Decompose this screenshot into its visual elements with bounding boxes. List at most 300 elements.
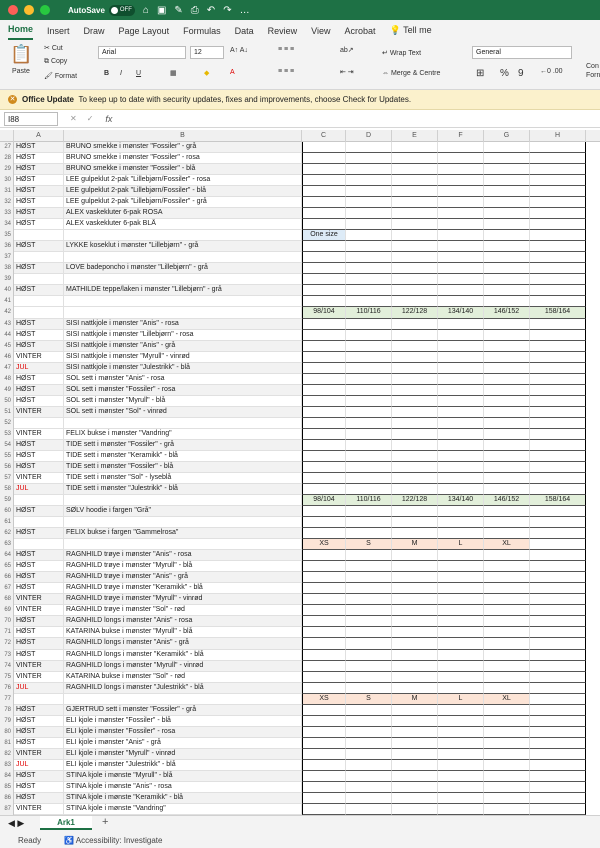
tab-acrobat[interactable]: Acrobat <box>344 26 376 36</box>
season-cell[interactable]: VINTER <box>14 407 64 418</box>
size-cell[interactable] <box>484 484 530 495</box>
size-cell[interactable] <box>392 363 438 374</box>
size-cell[interactable] <box>346 616 392 627</box>
size-cell[interactable] <box>530 208 586 219</box>
format-painter-button[interactable] <box>44 72 77 80</box>
size-cell[interactable] <box>392 683 438 694</box>
size-cell[interactable] <box>302 506 346 517</box>
size-cell[interactable] <box>346 341 392 352</box>
season-cell[interactable] <box>14 418 64 429</box>
size-cell[interactable] <box>302 528 346 539</box>
size-cell[interactable] <box>438 252 484 263</box>
number-format-select[interactable]: General <box>472 46 572 59</box>
product-cell[interactable]: GJERTRUD sett i mønster "Fossiler" - grå <box>64 705 302 716</box>
season-cell[interactable]: HØST <box>14 175 64 186</box>
size-cell[interactable] <box>530 241 586 252</box>
season-cell[interactable]: VINTER <box>14 429 64 440</box>
size-cell[interactable] <box>346 506 392 517</box>
season-cell[interactable]: HØST <box>14 164 64 175</box>
size-cell[interactable] <box>438 727 484 738</box>
product-cell[interactable]: TIDE sett i mønster "Fossiler" - grå <box>64 440 302 451</box>
size-cell[interactable] <box>302 484 346 495</box>
size-cell[interactable] <box>484 341 530 352</box>
size-cell[interactable] <box>438 749 484 760</box>
size-cell[interactable] <box>530 451 586 462</box>
row-header[interactable]: 70 <box>0 616 14 627</box>
italic-button[interactable]: I <box>120 70 122 77</box>
row-header[interactable]: 75 <box>0 672 14 683</box>
size-cell[interactable] <box>530 153 586 164</box>
size-cell[interactable] <box>302 451 346 462</box>
size-cell[interactable] <box>530 407 586 418</box>
season-cell[interactable]: HØST <box>14 638 64 649</box>
size-cell[interactable] <box>392 793 438 804</box>
size-cell[interactable] <box>438 672 484 683</box>
size-cell[interactable] <box>530 749 586 760</box>
row-header[interactable]: 85 <box>0 782 14 793</box>
size-cell[interactable] <box>392 484 438 495</box>
cut-button[interactable] <box>44 44 63 52</box>
size-cell[interactable] <box>484 594 530 605</box>
size-cell[interactable] <box>346 330 392 341</box>
size-cell[interactable] <box>346 572 392 583</box>
size-cell[interactable] <box>438 738 484 749</box>
size-cell[interactable] <box>302 407 346 418</box>
size-cell[interactable] <box>484 661 530 672</box>
size-cell[interactable] <box>530 197 586 208</box>
season-cell[interactable]: JUL <box>14 363 64 374</box>
undo-icon[interactable]: ↶ <box>206 4 216 16</box>
indent-icon[interactable]: ⇤ ⇥ <box>340 69 354 76</box>
size-cell[interactable] <box>438 594 484 605</box>
size-cell[interactable] <box>438 650 484 661</box>
size-cell[interactable] <box>346 749 392 760</box>
size-cell[interactable] <box>484 451 530 462</box>
product-cell[interactable]: FELIX bukse i mønster "Vandring" <box>64 429 302 440</box>
size-cell[interactable] <box>530 627 586 638</box>
size-cell[interactable] <box>484 650 530 661</box>
season-cell[interactable]: VINTER <box>14 605 64 616</box>
size-cell[interactable] <box>438 153 484 164</box>
size-cell[interactable] <box>484 208 530 219</box>
product-cell[interactable]: STINA kjole i mønste "Anis" - rosa <box>64 782 302 793</box>
size-cell[interactable] <box>484 705 530 716</box>
size-cell[interactable] <box>302 661 346 672</box>
row-header[interactable]: 32 <box>0 197 14 208</box>
row-header[interactable]: 42 <box>0 307 14 318</box>
size-cell[interactable] <box>346 197 392 208</box>
size-cell[interactable] <box>484 418 530 429</box>
size-cell[interactable] <box>484 330 530 341</box>
size-cell[interactable] <box>302 738 346 749</box>
size-cell[interactable] <box>302 616 346 627</box>
size-cell[interactable] <box>392 506 438 517</box>
size-cell[interactable] <box>530 572 586 583</box>
product-cell[interactable]: SISI nattkjole i mønster "Julestrikk" - blå <box>64 363 302 374</box>
sheet-grid[interactable] <box>0 142 600 815</box>
edit-icon[interactable]: ✎ <box>174 4 183 16</box>
product-cell[interactable]: SØLV hoodie i fargen "Grå" <box>64 506 302 517</box>
season-cell[interactable]: HØST <box>14 793 64 804</box>
product-cell[interactable]: RAGNHILD longs i mønster "Julestrikk" - blå <box>64 683 302 694</box>
season-cell[interactable] <box>14 307 64 318</box>
nav-arrows-icon[interactable]: ◀ ▶ <box>8 818 25 828</box>
row-header[interactable]: 60 <box>0 506 14 517</box>
size-cell[interactable] <box>302 363 346 374</box>
size-cell[interactable] <box>484 142 530 153</box>
size-cell[interactable] <box>346 374 392 385</box>
size-cell[interactable] <box>484 782 530 793</box>
size-cell[interactable] <box>438 627 484 638</box>
cancel-icon[interactable]: ✕ <box>70 114 77 123</box>
product-cell[interactable]: RAGNHILD trøye i mønster "Myrull" - vinrød <box>64 594 302 605</box>
font-grow-icon[interactable]: A↑ A↓ <box>230 47 248 54</box>
season-cell[interactable]: HØST <box>14 263 64 274</box>
row-header[interactable]: 43 <box>0 319 14 330</box>
size-cell[interactable] <box>392 462 438 473</box>
size-cell[interactable] <box>302 672 346 683</box>
size-cell[interactable] <box>438 440 484 451</box>
row-header[interactable]: 44 <box>0 330 14 341</box>
borders-icon[interactable]: ▦ <box>170 70 177 77</box>
size-cell[interactable] <box>346 241 392 252</box>
row-header[interactable]: 86 <box>0 793 14 804</box>
size-cell[interactable] <box>438 197 484 208</box>
size-cell[interactable] <box>302 241 346 252</box>
size-cell[interactable] <box>484 263 530 274</box>
size-cell[interactable] <box>484 296 530 307</box>
size-cell[interactable] <box>346 451 392 462</box>
size-cell[interactable] <box>392 517 438 528</box>
size-cell[interactable] <box>484 760 530 771</box>
product-cell[interactable]: BRUNO smekke i mønster "Fossiler" - blå <box>64 164 302 175</box>
product-cell[interactable]: TIDE sett i mønster "Sol" - lyseblå <box>64 473 302 484</box>
sheet-tab-ark1[interactable]: Ark1 <box>40 816 92 830</box>
size-cell[interactable] <box>484 252 530 263</box>
size-cell[interactable] <box>346 175 392 186</box>
size-cell[interactable] <box>484 440 530 451</box>
product-cell[interactable]: RAGNHILD trøye i mønster "Anis" - rosa <box>64 550 302 561</box>
product-cell[interactable]: BRUNO smekke i mønster "Fossiler" - grå <box>64 142 302 153</box>
size-cell[interactable] <box>438 208 484 219</box>
season-cell[interactable]: HØST <box>14 451 64 462</box>
size-cell[interactable] <box>346 550 392 561</box>
product-cell[interactable]: RAGNHILD trøye i mønster "Myrull" - blå <box>64 561 302 572</box>
size-cell[interactable] <box>302 683 346 694</box>
size-cell[interactable] <box>438 396 484 407</box>
season-cell[interactable] <box>14 252 64 263</box>
season-cell[interactable]: HØST <box>14 650 64 661</box>
size-cell[interactable] <box>530 506 586 517</box>
size-cell[interactable] <box>346 484 392 495</box>
season-cell[interactable]: HØST <box>14 583 64 594</box>
product-cell[interactable]: ELI kjole i mønster "Julestrikk" - blå <box>64 760 302 771</box>
season-cell[interactable]: HØST <box>14 528 64 539</box>
product-cell[interactable]: TIDE sett i mønster "Julestrikk" - blå <box>64 484 302 495</box>
size-cell[interactable] <box>484 285 530 296</box>
size-cell[interactable] <box>484 749 530 760</box>
size-cell[interactable]: 98/104 <box>302 307 346 318</box>
season-cell[interactable] <box>14 539 64 550</box>
size-cell[interactable] <box>438 793 484 804</box>
size-cell[interactable] <box>302 517 346 528</box>
size-cell[interactable] <box>438 782 484 793</box>
size-cell[interactable] <box>392 186 438 197</box>
more-icon[interactable]: … <box>239 4 250 16</box>
size-cell[interactable] <box>302 550 346 561</box>
size-cell[interactable] <box>392 440 438 451</box>
size-cell[interactable] <box>346 528 392 539</box>
size-cell[interactable] <box>530 396 586 407</box>
size-cell[interactable] <box>530 363 586 374</box>
size-cell[interactable] <box>438 473 484 484</box>
size-cell[interactable]: L <box>438 539 484 550</box>
size-cell[interactable] <box>530 605 586 616</box>
season-cell[interactable]: HØST <box>14 186 64 197</box>
row-header[interactable]: 82 <box>0 749 14 760</box>
size-cell[interactable] <box>484 352 530 363</box>
size-cell[interactable] <box>530 175 586 186</box>
size-cell[interactable] <box>392 583 438 594</box>
size-cell[interactable] <box>484 407 530 418</box>
size-cell[interactable] <box>302 274 346 285</box>
size-cell[interactable] <box>530 528 586 539</box>
size-cell[interactable]: 98/104 <box>302 495 346 506</box>
size-cell[interactable] <box>302 429 346 440</box>
product-cell[interactable]: MATHILDE teppe/laken i mønster "Lillebjørn" - grå <box>64 285 302 296</box>
size-cell[interactable] <box>302 638 346 649</box>
size-cell[interactable] <box>530 561 586 572</box>
size-cell[interactable] <box>530 341 586 352</box>
size-cell[interactable] <box>438 605 484 616</box>
tab-page-layout[interactable]: Page Layout <box>118 26 170 36</box>
size-cell[interactable] <box>302 705 346 716</box>
row-header[interactable]: 74 <box>0 661 14 672</box>
row-header[interactable]: 39 <box>0 274 14 285</box>
size-cell[interactable] <box>302 727 346 738</box>
product-cell[interactable] <box>64 296 302 307</box>
size-cell[interactable] <box>346 363 392 374</box>
autosave-toggle[interactable] <box>109 5 135 16</box>
size-cell[interactable] <box>346 285 392 296</box>
row-header[interactable]: 77 <box>0 694 14 705</box>
size-cell[interactable] <box>346 793 392 804</box>
size-cell[interactable] <box>484 804 530 815</box>
fx-icon[interactable]: fx <box>105 113 113 124</box>
size-cell[interactable] <box>302 396 346 407</box>
row-header[interactable]: 64 <box>0 550 14 561</box>
season-cell[interactable]: VINTER <box>14 473 64 484</box>
size-cell[interactable]: 122/128 <box>392 307 438 318</box>
size-cell[interactable] <box>346 407 392 418</box>
size-cell[interactable] <box>438 517 484 528</box>
size-cell[interactable] <box>438 429 484 440</box>
size-cell[interactable] <box>438 572 484 583</box>
size-cell[interactable] <box>530 583 586 594</box>
product-cell[interactable]: RAGNHILD longs i mønster "Anis" - grå <box>64 638 302 649</box>
size-cell[interactable] <box>530 330 586 341</box>
column-header-h[interactable]: H <box>530 130 586 142</box>
size-cell[interactable] <box>346 186 392 197</box>
close-icon[interactable]: ✕ <box>9 96 16 103</box>
tab-insert[interactable]: Insert <box>47 26 70 36</box>
size-cell[interactable] <box>438 341 484 352</box>
size-cell[interactable] <box>392 153 438 164</box>
name-box[interactable]: I88 <box>4 112 58 126</box>
size-cell[interactable]: 122/128 <box>392 495 438 506</box>
row-header[interactable]: 37 <box>0 252 14 263</box>
size-cell[interactable]: 134/140 <box>438 307 484 318</box>
size-cell[interactable] <box>438 760 484 771</box>
select-all-corner[interactable] <box>0 130 14 142</box>
print-icon[interactable]: ⎙ <box>190 4 199 16</box>
size-cell[interactable] <box>438 550 484 561</box>
season-cell[interactable]: VINTER <box>14 672 64 683</box>
size-cell[interactable] <box>530 683 586 694</box>
size-cell[interactable] <box>346 605 392 616</box>
size-cell[interactable] <box>438 374 484 385</box>
size-cell[interactable] <box>392 727 438 738</box>
size-cell[interactable] <box>302 627 346 638</box>
save-icon[interactable]: ▣ <box>156 4 167 16</box>
size-cell[interactable] <box>438 561 484 572</box>
size-cell[interactable] <box>392 638 438 649</box>
product-cell[interactable]: TIDE sett i mønster "Fossiler" - blå <box>64 462 302 473</box>
size-cell[interactable] <box>392 208 438 219</box>
size-cell[interactable] <box>392 197 438 208</box>
tab-home[interactable]: Home <box>8 24 33 40</box>
size-cell[interactable] <box>484 153 530 164</box>
size-cell[interactable] <box>302 296 346 307</box>
size-cell[interactable] <box>438 407 484 418</box>
size-cell[interactable] <box>438 683 484 694</box>
size-cell[interactable]: 158/164 <box>530 307 586 318</box>
product-cell[interactable] <box>64 694 302 705</box>
size-cell[interactable] <box>484 683 530 694</box>
size-cell[interactable] <box>392 330 438 341</box>
tab-data[interactable]: Data <box>234 26 254 36</box>
product-cell[interactable] <box>64 418 302 429</box>
size-cell[interactable] <box>530 694 586 705</box>
product-cell[interactable]: SOL sett i mønster "Sol" - vinrød <box>64 407 302 418</box>
size-cell[interactable] <box>484 517 530 528</box>
size-cell[interactable] <box>302 319 346 330</box>
size-cell[interactable] <box>346 782 392 793</box>
size-cell[interactable] <box>530 760 586 771</box>
row-header[interactable]: 30 <box>0 175 14 186</box>
product-cell[interactable]: RAGNHILD longs i mønster "Anis" - rosa <box>64 616 302 627</box>
season-cell[interactable]: HØST <box>14 716 64 727</box>
row-header[interactable]: 59 <box>0 495 14 506</box>
size-cell[interactable] <box>346 274 392 285</box>
size-cell[interactable] <box>302 164 346 175</box>
season-cell[interactable]: HØST <box>14 506 64 517</box>
product-cell[interactable] <box>64 230 302 241</box>
season-cell[interactable]: HØST <box>14 153 64 164</box>
size-cell[interactable] <box>484 672 530 683</box>
size-cell[interactable] <box>302 716 346 727</box>
size-cell[interactable] <box>530 594 586 605</box>
column-header-e[interactable]: E <box>392 130 438 142</box>
size-cell[interactable] <box>438 638 484 649</box>
size-cell[interactable] <box>484 583 530 594</box>
size-cell[interactable] <box>346 594 392 605</box>
size-cell[interactable] <box>346 760 392 771</box>
size-cell[interactable] <box>346 164 392 175</box>
season-cell[interactable]: VINTER <box>14 661 64 672</box>
product-cell[interactable]: RAGNHILD longs i mønster "Keramikk" - blå <box>64 650 302 661</box>
row-header[interactable]: 55 <box>0 451 14 462</box>
size-cell[interactable] <box>530 252 586 263</box>
align-top-icon[interactable]: ≡ ≡ ≡ <box>278 46 295 53</box>
size-cell[interactable] <box>392 705 438 716</box>
product-cell[interactable]: SISI nattkjole i mønster "Anis" - grå <box>64 341 302 352</box>
size-cell[interactable] <box>392 738 438 749</box>
size-cell[interactable] <box>530 793 586 804</box>
product-cell[interactable]: LOVE badeponcho i mønster "Lillebjørn" - grå <box>64 263 302 274</box>
tab-review[interactable]: Review <box>267 26 298 36</box>
size-cell[interactable] <box>530 440 586 451</box>
size-cell[interactable] <box>438 528 484 539</box>
product-cell[interactable]: STINA kjole i mønste "Myrull" - blå <box>64 771 302 782</box>
home-icon[interactable]: ⌂ <box>142 4 149 16</box>
size-cell[interactable] <box>484 771 530 782</box>
size-cell[interactable] <box>392 352 438 363</box>
size-cell[interactable] <box>302 330 346 341</box>
size-cell[interactable] <box>438 274 484 285</box>
season-cell[interactable]: HØST <box>14 440 64 451</box>
size-cell[interactable] <box>302 462 346 473</box>
product-cell[interactable]: RAGNHILD trøye i mønster "Sol" - rød <box>64 605 302 616</box>
size-cell[interactable] <box>302 473 346 484</box>
size-cell[interactable] <box>438 583 484 594</box>
size-cell[interactable] <box>302 219 346 230</box>
size-cell[interactable] <box>392 429 438 440</box>
size-cell[interactable] <box>530 517 586 528</box>
minimize-window-button[interactable] <box>24 5 34 15</box>
size-cell[interactable] <box>302 760 346 771</box>
size-cell[interactable] <box>392 241 438 252</box>
size-cell[interactable] <box>302 771 346 782</box>
column-header-g[interactable]: G <box>484 130 530 142</box>
size-cell[interactable] <box>530 374 586 385</box>
row-header[interactable]: 46 <box>0 352 14 363</box>
size-cell[interactable] <box>438 175 484 186</box>
size-cell[interactable] <box>438 219 484 230</box>
season-cell[interactable]: JUL <box>14 760 64 771</box>
season-cell[interactable]: HØST <box>14 374 64 385</box>
size-cell[interactable] <box>484 605 530 616</box>
size-cell[interactable] <box>346 683 392 694</box>
size-cell[interactable] <box>438 363 484 374</box>
size-cell[interactable] <box>346 627 392 638</box>
size-cell[interactable] <box>392 374 438 385</box>
season-cell[interactable]: HØST <box>14 285 64 296</box>
accessibility-status[interactable] <box>64 836 162 845</box>
size-cell[interactable] <box>530 319 586 330</box>
size-cell[interactable] <box>530 782 586 793</box>
season-cell[interactable] <box>14 495 64 506</box>
column-header-d[interactable]: D <box>346 130 392 142</box>
size-cell[interactable] <box>530 716 586 727</box>
season-cell[interactable] <box>14 517 64 528</box>
row-header[interactable]: 58 <box>0 484 14 495</box>
row-header[interactable]: 80 <box>0 727 14 738</box>
season-cell[interactable] <box>14 230 64 241</box>
product-cell[interactable]: SISI nattkjole i mønster "Anis" - rosa <box>64 319 302 330</box>
row-header[interactable]: 33 <box>0 208 14 219</box>
size-cell[interactable] <box>302 605 346 616</box>
